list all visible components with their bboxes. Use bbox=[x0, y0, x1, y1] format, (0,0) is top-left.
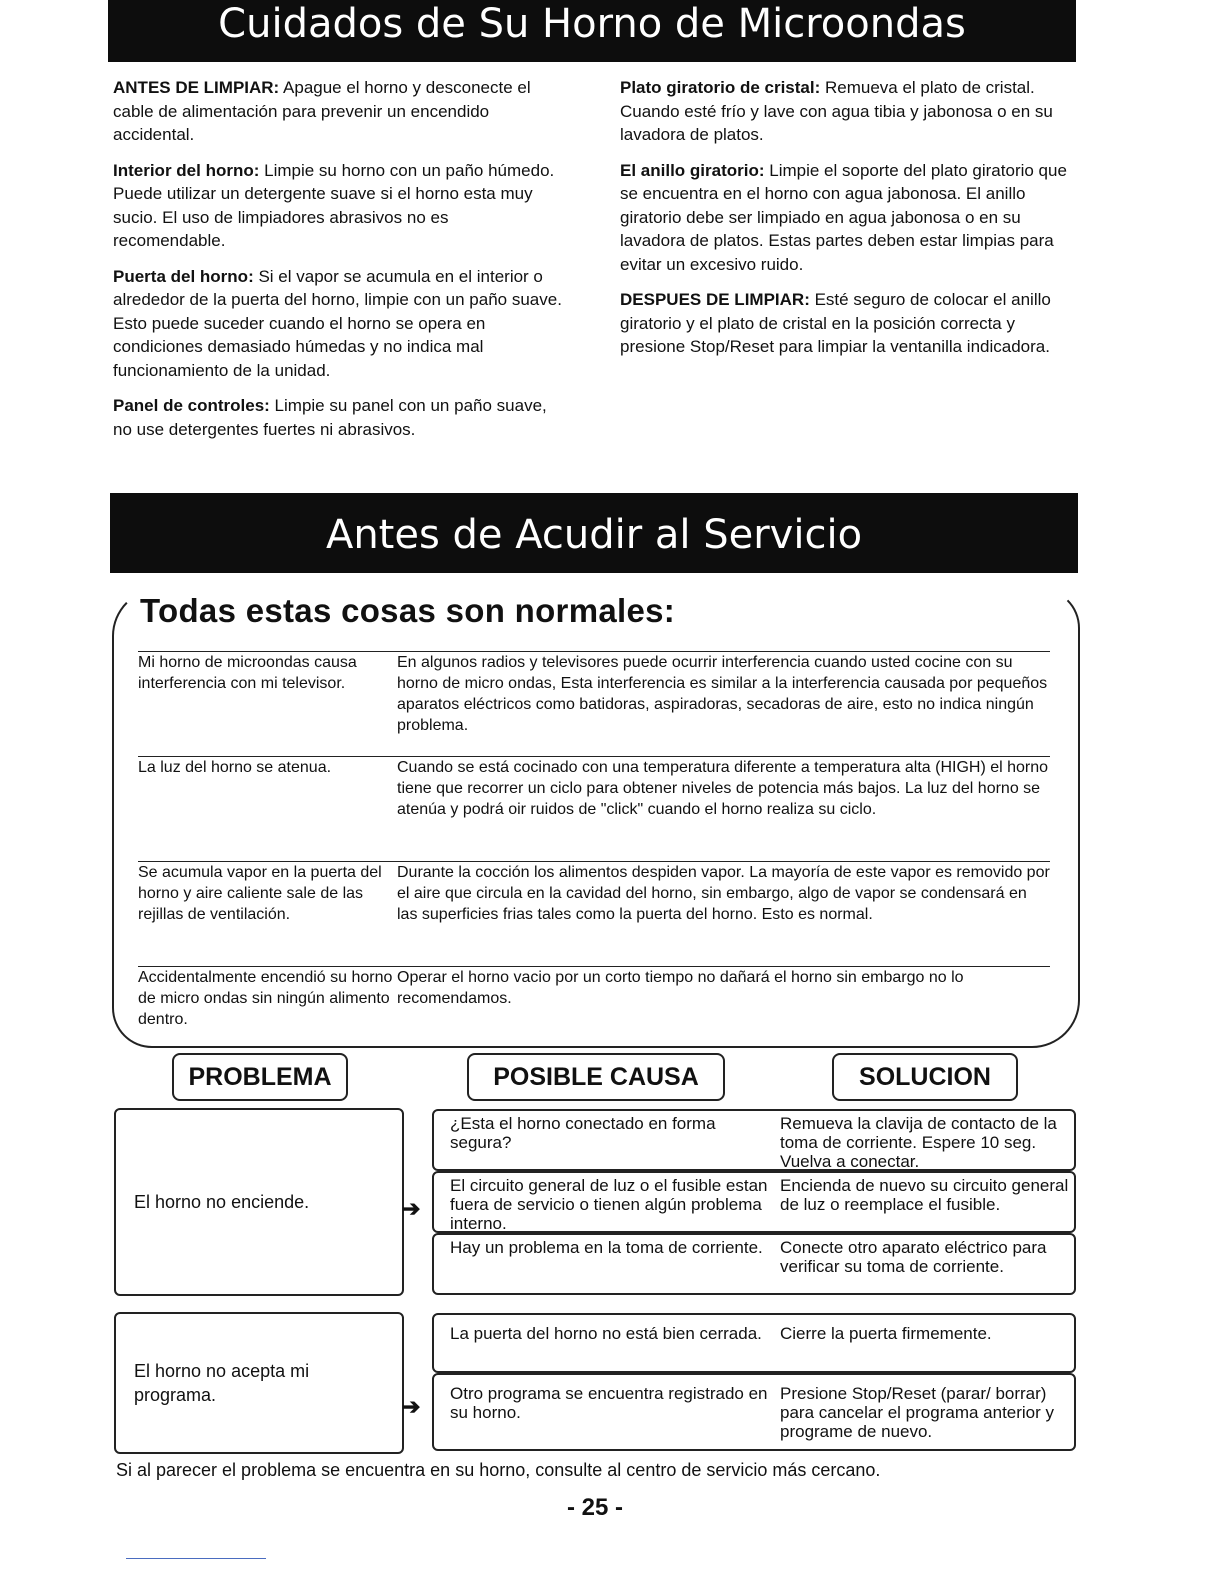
paragraph-label: El anillo giratorio: bbox=[620, 160, 765, 180]
normal-explanation: En algunos radios y televisores puede ocurrir interferencia cuando usted cocine con su horno de micro ondas, Esta interferencia es similar a la interferencia causada por pequeños aparatos eléctricos como batidoras, aspiradoras, secadoras de aire, esto no indica ningún problema. bbox=[397, 654, 1048, 734]
paragraph-label: Panel de controles: bbox=[113, 396, 270, 415]
cause-text: Otro programa se encuentra registrado en su horno. bbox=[450, 1384, 768, 1422]
paragraph-text: Remueva el plato de cristal. Cuando esté frío y lave con agua tibia y jabonosa o en su lavadora de platos. bbox=[620, 78, 1053, 144]
cause-text: El circuito general de luz o el fusible estan fuera de servicio o tienen algún problema interno. bbox=[450, 1176, 768, 1233]
page-number: - 25 - bbox=[566, 1494, 623, 1521]
normal-explanation: Cuando se está cocinado con una temperatura diferente a temperatura alta (HIGH) el horno tiene que recorrer un ciclo para obtener niveles de potencia más bajos. La luz del horno se atenúa y podrá oir ruidos de "click" cuando el horno realiza su ciclo. bbox=[397, 759, 1049, 818]
cause-group bbox=[432, 1109, 1076, 1295]
care-paragraph bbox=[113, 159, 563, 253]
care-paragraph bbox=[620, 76, 1078, 147]
service-section-title: Antes de Acudir al Servicio bbox=[110, 493, 1078, 573]
care-paragraph bbox=[113, 394, 563, 441]
cause-row bbox=[432, 1233, 1076, 1295]
care-left-column bbox=[113, 76, 563, 453]
care-paragraph bbox=[620, 288, 1078, 359]
normal-things-title: Todas estas cosas son normales: bbox=[140, 592, 676, 629]
cause-text: Hay un problema en la toma de corriente. bbox=[450, 1238, 763, 1257]
divider bbox=[126, 1558, 266, 1559]
care-paragraph bbox=[113, 76, 563, 147]
care-paragraph bbox=[620, 159, 1078, 277]
paragraph-text: Esto puede suceder cuando el horno se opera en condiciones demasiado húmedas y no indica mal funcionamiento de la unidad. bbox=[113, 313, 486, 380]
problem-text: El horno no acepta mi programa. bbox=[134, 1361, 310, 1405]
normal-symptom: Mi horno de microondas causa interferencia con mi televisor. bbox=[138, 654, 357, 692]
normal-row bbox=[138, 756, 1050, 820]
cause-row bbox=[432, 1109, 1076, 1171]
cause-row bbox=[432, 1313, 1076, 1373]
paragraph-label: DESPUES DE LIMPIAR: bbox=[620, 290, 810, 309]
service-footer-note: Si al parecer el problema se encuentra en su horno, consulte al centro de servicio más cercano. bbox=[116, 1460, 881, 1480]
normal-symptom: Se acumula vapor en la puerta del horno y aire caliente sale de las rejillas de ventilación. bbox=[138, 864, 382, 923]
problem-box bbox=[114, 1108, 404, 1296]
solution-text: Remueva la clavija de contacto de la toma de corriente. Espere 10 seg. Vuelva a conectar. bbox=[780, 1114, 1057, 1171]
normal-row bbox=[138, 861, 1050, 925]
problem-box bbox=[114, 1312, 404, 1454]
cause-header: POSIBLE CAUSA bbox=[467, 1053, 725, 1101]
solution-text: Encienda de nuevo su circuito general de luz o reemplace el fusible. bbox=[780, 1176, 1069, 1214]
care-right-column bbox=[620, 76, 1078, 371]
paragraph-text: Limpie su horno con un paño húmedo. Puede utilizar un detergente suave si el horno esta muy sucio. El uso de limpiadores abrasivos no es recomendable. bbox=[113, 160, 555, 250]
normal-row bbox=[138, 651, 1050, 736]
solution-text: Presione Stop/Reset (parar/ borrar) para cancelar el programa anterior y programe de nuevo. bbox=[780, 1384, 1055, 1441]
paragraph-label: Plato giratorio de cristal: bbox=[620, 78, 821, 97]
paragraph-text: Apague el horno y desconecte el cable de alimentación para prevenir un encendido accidental. bbox=[113, 78, 531, 144]
paragraph-label: Interior del horno: bbox=[113, 160, 260, 180]
cause-group bbox=[432, 1313, 1076, 1451]
normal-explanation: Durante la cocción los alimentos despiden vapor. La mayoría de este vapor es removido por el aire que circula en la cavidad del horno, sin embargo, algo de vapor se condensará en las superficies frias tales como la puerta del horno. Esto es normal. bbox=[397, 864, 1050, 923]
paragraph-text: Limpie su panel con un paño suave, no use detergentes fuertes ni abrasivos. bbox=[113, 396, 547, 439]
cause-row bbox=[432, 1373, 1076, 1451]
solution-header: SOLUCION bbox=[832, 1053, 1018, 1101]
problem-text: El horno no enciende. bbox=[134, 1192, 310, 1212]
normal-explanation: Operar el horno vacio por un corto tiempo no dañará el horno sin embargo no lo recomendamos. bbox=[397, 969, 964, 1007]
care-paragraph bbox=[113, 265, 563, 383]
paragraph-text: Esté seguro de colocar el anillo giratorio y el plato de cristal en la posición correcta y presione Stop/Reset para limpiar la ventanilla indicadora. bbox=[620, 290, 1051, 356]
arrow-right-icon: ➔ bbox=[402, 1394, 421, 1419]
care-section-title: Cuidados de Su Horno de Microondas bbox=[108, 0, 1076, 62]
normal-symptom: Accidentalmente encendió su horno de micro ondas sin ningún alimento dentro. bbox=[138, 969, 393, 1028]
solution-text: Cierre la puerta firmemente. bbox=[780, 1324, 992, 1343]
paragraph-text: Si el vapor se acumula en el interior o alrededor de la puerta del horno, limpie con un paño suave. bbox=[113, 266, 562, 309]
paragraph-label: ANTES DE LIMPIAR: bbox=[113, 78, 280, 97]
solution-text: Conecte otro aparato eléctrico para verificar su toma de corriente. bbox=[780, 1238, 1047, 1276]
normal-symptom: La luz del horno se atenua. bbox=[138, 759, 332, 776]
paragraph-label: Puerta del horno: bbox=[113, 266, 254, 286]
cause-text: La puerta del horno no está bien cerrada. bbox=[450, 1324, 762, 1343]
cause-text: ¿Esta el horno conectado en forma segura? bbox=[450, 1114, 716, 1152]
arrow-right-icon: ➔ bbox=[402, 1196, 421, 1221]
cause-row bbox=[432, 1171, 1076, 1233]
normal-row bbox=[138, 966, 1050, 1030]
problem-header: PROBLEMA bbox=[172, 1053, 348, 1101]
paragraph-text: Limpie el soporte del plato giratorio que se encuentra en el horno con agua jabonosa. El anillo giratorio debe ser limpiado en agua jabonosa o en su lavadora de platos. Estas partes deben estar limpias para evitar un excesivo ruido. bbox=[620, 160, 1067, 274]
